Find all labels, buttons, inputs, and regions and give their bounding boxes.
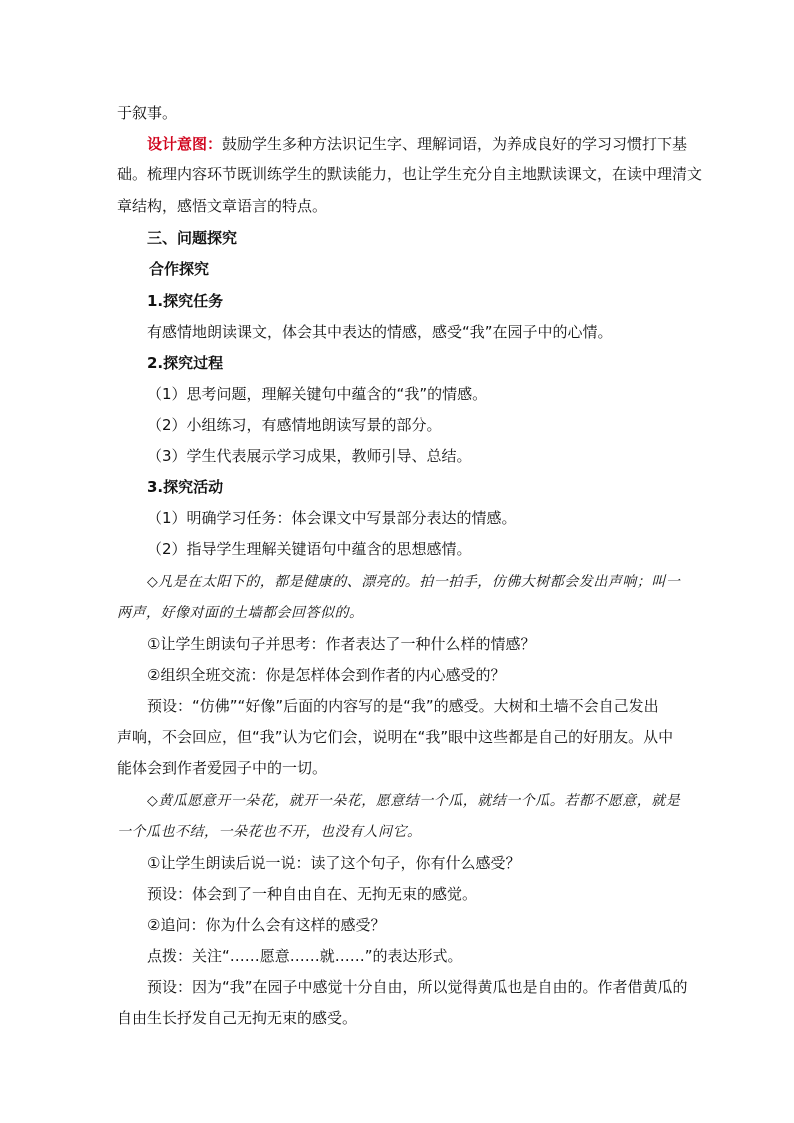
paragraph-line: 有感情地朗读课文，体会其中表达的情感，感受“我”在园子中的心情。 xyxy=(147,323,613,341)
paragraph-line: 预设：体会到了一种自由自在、无拘无束的感觉。 xyxy=(147,885,478,903)
paragraph-line: 础。梳理内容环节既训练学生的默读能力，也让学生充分自主地默读课文，在读中理清文 xyxy=(117,165,703,183)
paragraph-line: 自由生长抒发自己无拘无束的感受。 xyxy=(117,1009,358,1027)
list-item: ②组织全班交流：你是怎样体会到作者的内心感受的？ xyxy=(147,666,506,684)
quoted-passage-line: 两声，好像对面的土墙都会回答似的。 xyxy=(117,605,364,621)
quoted-passage-line: 一个瓜也不结，一朵花也不开，也没有人问它。 xyxy=(117,824,422,840)
list-item: （1）明确学习任务：体会课文中写景部分表达的情感。 xyxy=(147,509,517,527)
paragraph-line: 点拨：关注“……愿意……就……”的表达形式。 xyxy=(147,947,463,965)
list-item: （3）学生代表展示学习成果，教师引导、总结。 xyxy=(147,447,472,465)
paragraph-line: 预设：因为“我”在园子中感觉十分自由，所以觉得黄瓜也是自由的。作者借黄瓜的 xyxy=(147,978,688,996)
paragraph-line: 于叙事。 xyxy=(117,104,178,122)
quoted-passage-line: ◇黄瓜愿意开一朵花，就开一朵花，愿意结一个瓜，就结一个瓜。若都不愿意，就是 xyxy=(147,793,681,809)
list-item: ②追问：你为什么会有这样的感受？ xyxy=(147,916,386,934)
design-intent-text: 鼓励学生多种方法识记生字、理解词语，为养成良好的学习习惯打下基 xyxy=(222,135,688,153)
list-item: ①让学生朗读后说一说：读了这个句子，你有什么感受？ xyxy=(147,854,521,872)
paragraph-line: 声响，不会回应，但“我”认为它们会，说明在“我”眼中这些都是自己的好朋友。从中 xyxy=(117,728,674,746)
subsection-heading: 合作探究 xyxy=(149,260,210,278)
design-intent-label: 设计意图： xyxy=(147,135,223,153)
item-heading: 2.探究过程 xyxy=(147,354,224,372)
list-item: （2）指导学生理解关键语句中蕴含的思想感情。 xyxy=(147,540,472,558)
list-item: ①让学生朗读句子并思考：作者表达了一种什么样的情感？ xyxy=(147,635,536,653)
item-heading: 1.探究任务 xyxy=(147,292,224,310)
item-heading: 3.探究活动 xyxy=(147,478,224,496)
quoted-passage-line: ◇凡是在太阳下的，都是健康的、漂亮的。拍一拍手，仿佛大树都会发出声响；叫一 xyxy=(147,574,681,590)
section-heading: 三、问题探究 xyxy=(147,229,238,247)
list-item: （1）思考问题，理解关键句中蕴含的“我”的情感。 xyxy=(147,385,488,403)
list-item: （2）小组练习，有感情地朗读写景的部分。 xyxy=(147,416,442,434)
paragraph-line: 章结构，感悟文章语言的特点。 xyxy=(117,197,328,215)
design-intent-line xyxy=(147,134,707,154)
paragraph-line: 预设：“仿佛”“好像”后面的内容写的是“我”的感受。大树和土墙不会自己发出 xyxy=(147,697,659,715)
paragraph-line: 能体会到作者爱园子中的一切。 xyxy=(117,759,328,777)
